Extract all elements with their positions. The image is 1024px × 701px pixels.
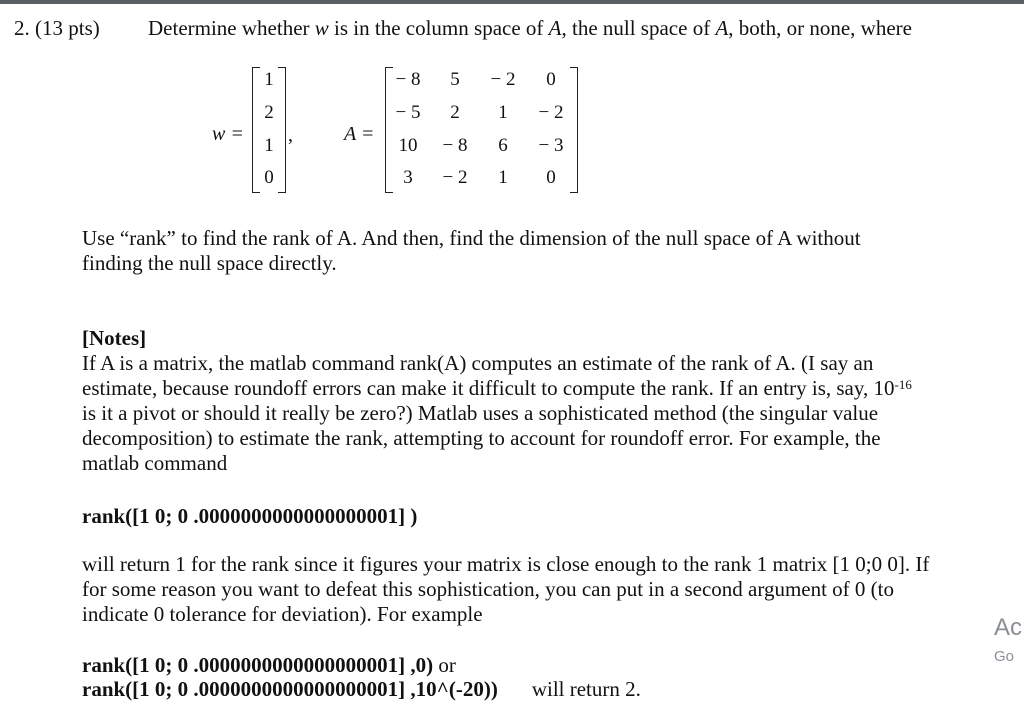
question-text: Determine whether w is in the column space of A, the null space of A, both, or none, where xyxy=(148,16,912,40)
a-entry: − 5 xyxy=(395,102,421,123)
notes-line: If A is a matrix, the matlab command rank(A) computes an estimate of the rank of A. (I say an xyxy=(82,351,874,375)
go-to-settings-watermark: Go xyxy=(994,648,1015,665)
notes-line: matlab command xyxy=(82,451,228,475)
w-entry: 2 xyxy=(264,102,274,123)
a-entry: 0 xyxy=(546,69,556,90)
explanation-line: indicate 0 tolerance for deviation). For example xyxy=(82,602,483,626)
a-entry: − 2 xyxy=(538,102,564,123)
a-entry: − 8 xyxy=(442,135,468,156)
a-entry: 2 xyxy=(450,102,460,123)
a-entry: − 8 xyxy=(395,69,421,90)
a-entry: 3 xyxy=(403,167,413,188)
w-vector xyxy=(252,67,286,193)
a-entry: − 2 xyxy=(490,69,516,90)
instruction-line: Use “rank” to find the rank of A. And then, find the dimension of the null space of A without xyxy=(82,226,861,250)
a-entry: 1 xyxy=(498,102,508,123)
exponent: -16 xyxy=(894,377,912,392)
code-example-2 xyxy=(82,653,641,701)
w-entry: 1 xyxy=(264,69,274,90)
a-entry: − 2 xyxy=(442,167,468,188)
notes-line: estimate, because roundoff errors can make it difficult to compute the rank. If an entry is, say, $10^{-16}$ xyxy=(82,376,912,400)
a-entry: 1 xyxy=(498,167,508,188)
a-entry: 6 xyxy=(498,135,508,156)
notes-line: is it a pivot or should it really be zero?) Matlab uses a sophisticated method (the singular value xyxy=(82,401,879,425)
w-comma: , xyxy=(288,124,293,146)
question-number: 2. (13 pts) xyxy=(14,16,100,40)
instruction-text xyxy=(82,226,861,276)
w-entry: 0 xyxy=(264,167,274,188)
a-entry: 10 xyxy=(398,135,418,156)
code-line: rank([1 0; 0 .0000000000000000001] ,10^(-20)) will return 2. xyxy=(82,677,641,701)
top-border xyxy=(0,0,1024,4)
a-label: A = xyxy=(344,123,375,145)
explanation-line: for some reason you want to defeat this sophistication, you can put in a second argument of 0 (to xyxy=(82,577,895,601)
a-entry: 5 xyxy=(450,69,460,90)
a-right-bracket xyxy=(570,67,578,193)
a-entry: 0 xyxy=(546,167,556,188)
a-matrix xyxy=(385,67,578,193)
explanation-text xyxy=(82,552,929,627)
explanation-line: will return 1 for the rank since it figures your matrix is close enough to the rank 1 matrix [1 0;0 0]. If xyxy=(82,552,930,576)
code-line: rank([1 0; 0 .0000000000000000001] ,0) or xyxy=(82,653,456,677)
instruction-line: finding the null space directly. xyxy=(82,251,337,275)
notes-heading: [Notes] xyxy=(82,326,147,350)
w-label: w = xyxy=(212,123,244,145)
notes-section xyxy=(82,326,912,476)
code-example-1: rank([1 0; 0 .0000000000000000001] ) xyxy=(82,504,418,528)
activate-windows-watermark: Ac xyxy=(994,614,1023,641)
w-entry: 1 xyxy=(264,135,274,156)
a-entry: − 3 xyxy=(538,135,564,156)
notes-line: decomposition) to estimate the rank, attempting to account for roundoff error. For example, the xyxy=(82,426,881,450)
